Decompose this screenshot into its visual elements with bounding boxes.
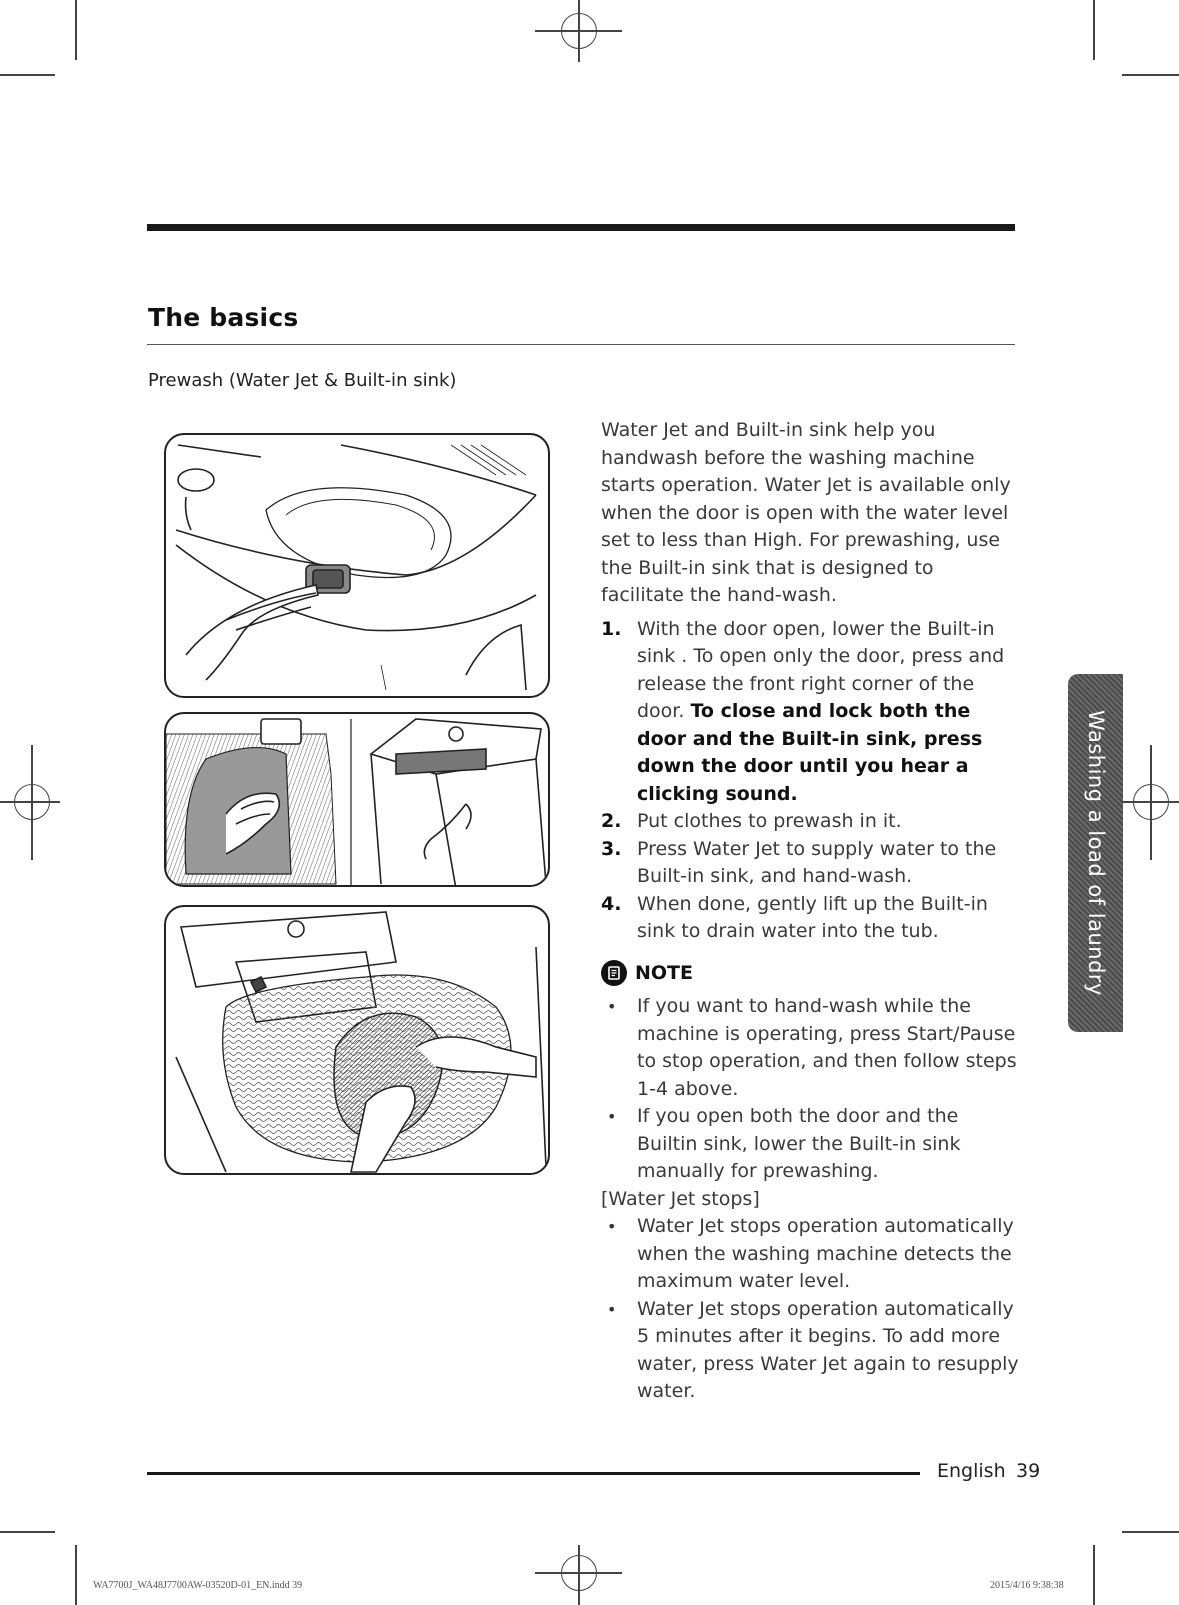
page-number: 39 [1016, 1460, 1041, 1482]
step-item [601, 836, 1021, 891]
crop-mark [0, 74, 55, 76]
crop-mark [75, 1545, 77, 1605]
note-item: • If you want to hand-wash while the machine is operating, press Start/Pause to stop operation, and then follow steps 1-4 above. [601, 993, 1021, 1103]
top-rule [147, 224, 1015, 231]
step-text: Press Water Jet to supply water to the Built-in sink, and hand-wash. [637, 837, 997, 887]
crop-mark [1093, 1545, 1095, 1605]
steps-list [601, 616, 1021, 946]
section-subtitle: Prewash (Water Jet & Built-in sink) [148, 370, 457, 391]
step-text: With the door open, lower the Built-in sink . To open only the door, press and release the front right corner of the door. [637, 617, 1005, 722]
note-item: • If you open both the door and the Builtin sink, lower the Built-in sink manually for prewashing. [601, 1103, 1021, 1186]
footer-rule [147, 1472, 920, 1475]
crop-mark [1093, 0, 1095, 60]
illustration-water-jet-button [164, 433, 550, 698]
crop-mark [75, 0, 77, 60]
registration-circle [561, 1555, 597, 1591]
note-icon [601, 960, 627, 986]
registration-circle [561, 13, 597, 49]
crop-mark [0, 1531, 55, 1533]
step-number: 2. [601, 810, 622, 832]
note-list [601, 993, 1021, 1186]
chapter-side-tab [1068, 674, 1123, 1032]
title-rule [147, 344, 1015, 345]
step-number: 1. [601, 617, 622, 640]
note-header [601, 960, 1021, 988]
intro-paragraph: Water Jet and Built-in sink help you handwash before the washing machine starts operation. Water Jet is available only when the door is open with the water level set to less than High. For prewashing, use the Built-in sink that is designed to facilitate the hand-wash. [601, 419, 1011, 606]
step-bold-text: To close and lock both the door and the Built-in sink, press down the door until you hear a clicking sound. [637, 700, 983, 805]
step-number: 4. [601, 892, 622, 915]
step-item [601, 891, 1021, 946]
step-number: 3. [601, 837, 622, 860]
illustration-hand-wash [164, 905, 550, 1175]
crop-mark [1122, 74, 1179, 76]
illustration-lower-sink [164, 712, 550, 887]
step-item [601, 808, 1021, 836]
note-label: NOTE [635, 961, 693, 984]
step-item [601, 616, 1021, 809]
footer-language: English [937, 1460, 1006, 1482]
section-title: The basics [148, 303, 299, 332]
registration-circle [14, 784, 50, 820]
water-jet-stops-list [601, 1213, 1021, 1406]
chapter-side-tab-label: Washing a load of laundry [1083, 710, 1108, 996]
print-slug-file: WA7700J_WA48J7700AW-03520D-01_EN.indd 39 [93, 1580, 303, 1591]
registration-circle [1133, 784, 1169, 820]
print-slug-date: 2015/4/16 9:38:38 [990, 1580, 1064, 1591]
water-jet-stops-item: • Water Jet stops operation automatically 5 minutes after it begins. To add more water, press Water Jet again to resupply water. [601, 1296, 1021, 1406]
instructions-column [601, 417, 1021, 1406]
step-text: Put clothes to prewash in it. [637, 810, 902, 832]
step-text: When done, gently lift up the Built-in sink to drain water into the tub. [637, 892, 988, 942]
water-jet-stops-item: • Water Jet stops operation automatically when the washing machine detects the maximum water level. [601, 1213, 1021, 1296]
water-jet-stops-heading: [Water Jet stops] [601, 1187, 760, 1210]
crop-mark [1122, 1531, 1179, 1533]
